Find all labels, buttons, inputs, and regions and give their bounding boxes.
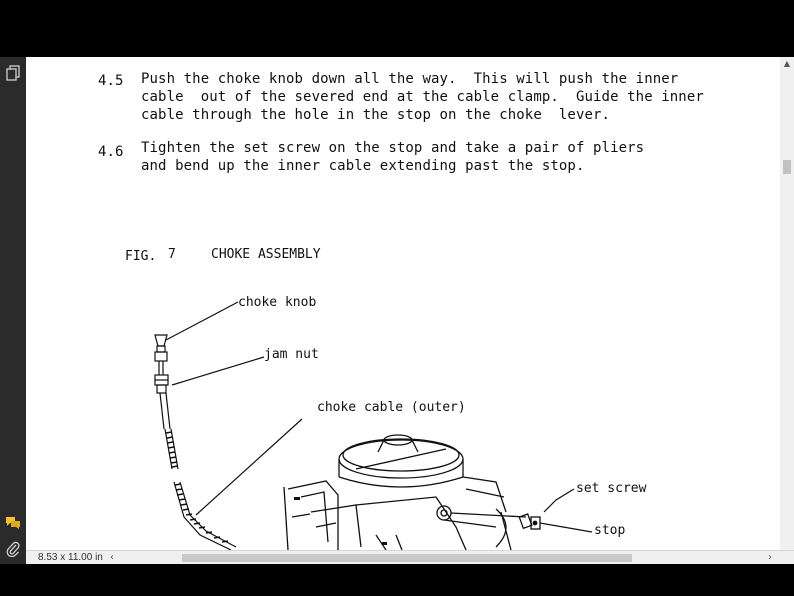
scroll-left-icon[interactable]: ‹ xyxy=(110,552,114,563)
viewer-top-bar xyxy=(0,0,794,57)
vertical-scrollbar[interactable] xyxy=(780,57,794,550)
pages-icon[interactable] xyxy=(3,63,23,83)
para-4-5-line-2: cable out of the severed end at the cable clamp. Guide the inner xyxy=(141,89,704,105)
page-size-indicator: 8.53 x 11.00 in xyxy=(38,552,103,563)
horizontal-scroll-thumb[interactable] xyxy=(182,554,632,562)
para-4-6-line-1: Tighten the set screw on the stop and take a pair of pliers xyxy=(141,140,645,156)
callout-choke-knob: choke knob xyxy=(238,295,317,310)
callout-set-screw: set screw xyxy=(576,481,647,496)
figure-label: FIG. xyxy=(125,249,157,264)
viewer-bottom-bar xyxy=(0,564,794,596)
document-page[interactable] xyxy=(26,57,780,550)
para-4-5-number: 4.5 xyxy=(98,73,124,89)
attachment-icon[interactable] xyxy=(3,539,23,559)
callout-choke-cable-outer: choke cable (outer) xyxy=(317,400,466,415)
figure-title: CHOKE ASSEMBLY xyxy=(211,247,321,262)
scroll-right-icon[interactable]: › xyxy=(768,552,772,563)
choke-assembly-drawing xyxy=(26,57,780,550)
horizontal-scrollbar[interactable] xyxy=(122,554,762,562)
scroll-up-icon[interactable]: ▲ xyxy=(783,59,791,68)
left-sidebar xyxy=(0,57,26,564)
vertical-scroll-thumb[interactable] xyxy=(783,160,791,174)
para-4-5-line-1: Push the choke knob down all the way. This will push the inner xyxy=(141,71,679,87)
status-bar xyxy=(26,550,794,564)
para-4-6-number: 4.6 xyxy=(98,144,124,160)
para-4-6-line-2: and bend up the inner cable extending past the stop. xyxy=(141,158,585,174)
comments-icon[interactable] xyxy=(3,513,23,533)
callout-jam-nut: jam nut xyxy=(264,347,319,362)
figure-number: 7 xyxy=(168,247,176,262)
para-4-5-line-3: cable through the hole in the stop on the choke lever. xyxy=(141,107,611,123)
callout-stop: stop xyxy=(594,523,626,538)
